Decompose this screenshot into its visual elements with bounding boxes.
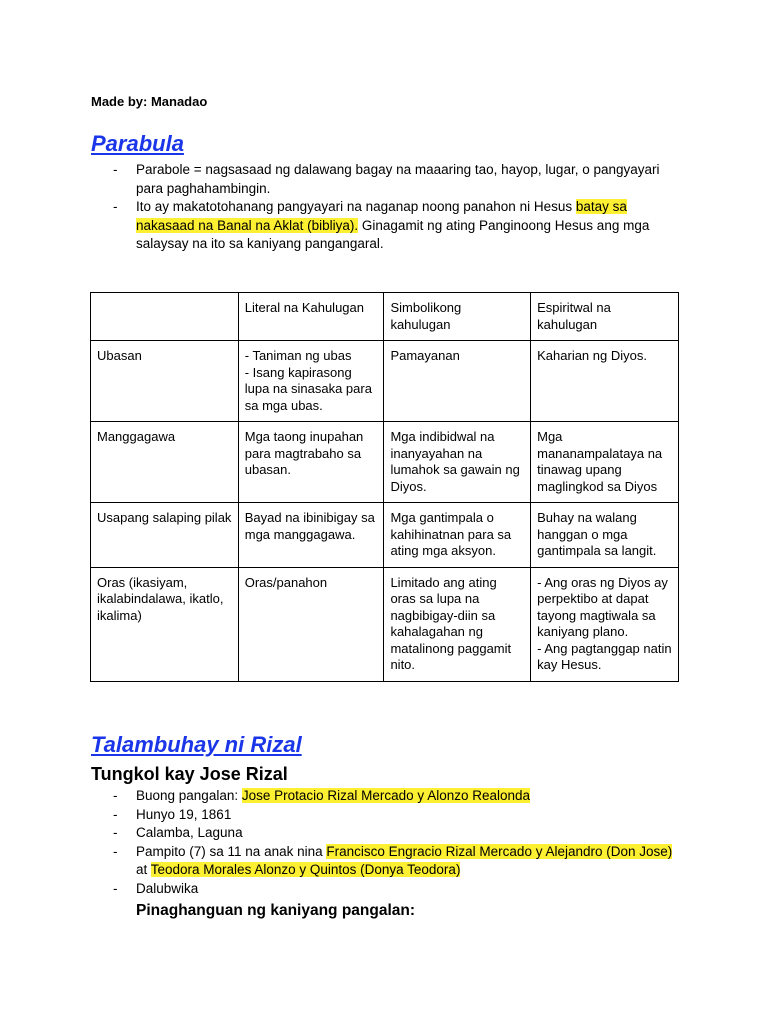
bullet-text: at — [136, 862, 151, 877]
table-cell: Bayad na ibinibigay sa mga manggagawa. — [238, 503, 384, 568]
rizal-subtitle: Tungkol kay Jose Rizal — [91, 764, 288, 784]
bullet-dash: - — [113, 880, 118, 896]
parabula-heading: Parabula — [91, 131, 184, 156]
table-cell: Oras/panahon — [238, 567, 384, 681]
bullet-dash: - — [113, 199, 118, 214]
bullet-dash: - — [113, 843, 118, 859]
rizal-bullet-list — [0, 787, 676, 898]
bullet-dash: - — [113, 825, 118, 840]
table-row — [91, 422, 679, 503]
table-cell: Mga indibidwal na inanyayahan na lumahok sa gawain ng Diyos. — [384, 422, 531, 503]
bullet-text: Parabole = nagsasaad ng dalawang bagay na maaaring tao, hayop, lugar, o pangyayari para paghahambingin. — [136, 162, 660, 196]
list-item — [0, 161, 676, 198]
table-header-cell: Simbolikong kahulugan — [384, 293, 531, 341]
table-cell: Ubasan — [91, 341, 239, 422]
table-header-cell: Literal na Kahulugan — [238, 293, 384, 341]
rizal-heading: Talambuhay ni Rizal — [91, 732, 302, 757]
table-header-cell — [91, 293, 239, 341]
bullet-dash: - — [113, 162, 118, 177]
bullet-text: Buong pangalan: — [136, 788, 242, 803]
parabula-bullet-list — [0, 161, 676, 254]
list-item — [0, 880, 676, 899]
table-cell: - Taniman ng ubas - Isang kapirasong lupa na sinasaka para sa mga ubas. — [238, 341, 384, 422]
list-item — [0, 787, 676, 806]
table-cell: Mga mananampalataya na tinawag upang maglingkod sa Diyos — [531, 422, 679, 503]
bullet-dash: - — [113, 806, 118, 822]
table-header-cell: Espiritwal na kahulugan — [531, 293, 679, 341]
table-row — [91, 341, 679, 422]
table-cell: Limitado ang ating oras sa lupa na nagbibigay-diin sa kahalagahan ng matalinong paggamit nito. — [384, 567, 531, 681]
list-item — [0, 806, 676, 825]
table-cell: Oras (ikasiyam, ikalabindalawa, ikatlo, ikalima) — [91, 567, 239, 681]
highlighted-text: Teodora Morales Alonzo y Quintos (Donya Teodora) — [150, 862, 461, 877]
bullet-text: Pampito (7) sa 11 na anak nina — [136, 843, 327, 859]
list-item — [0, 843, 676, 880]
table-row — [91, 567, 679, 681]
bullet-text: Calamba, Laguna — [136, 825, 243, 840]
table-cell: Buhay na walang hanggan o mga gantimpala sa langit. — [531, 503, 679, 568]
table-cell: Usapang salaping pilak — [91, 503, 239, 568]
list-item — [0, 824, 676, 843]
table-cell: - Ang oras ng Diyos ay perpektibo at dapat tayong magtiwala sa kaniyang plano. - Ang pagtanggap natin kay Hesus. — [531, 567, 679, 681]
table-cell: Mga taong inupahan para magtrabaho sa ubasan. — [238, 422, 384, 503]
parabula-table — [90, 292, 679, 682]
table-cell: Manggagawa — [91, 422, 239, 503]
highlighted-text: Jose Protacio Rizal Mercado y Alonzo Realonda — [241, 788, 531, 803]
bullet-text: Ito ay makatotohanang pangyayari na naganap noong panahon ni Hesus — [136, 199, 576, 214]
highlighted-text: batay sa nakasaad na Banal na Aklat (bibliya). — [136, 199, 627, 233]
table-cell: Kaharian ng Diyos. — [531, 341, 679, 422]
bullet-text: Ginagamit ng ating Panginoong Hesus ang mga salaysay na ito sa kaniyang pangangaral. — [136, 217, 650, 251]
table-row — [91, 503, 679, 568]
list-item — [0, 198, 676, 254]
bullet-text: Dalubwika — [136, 880, 199, 896]
highlighted-text: Francisco Engracio Rizal Mercado y Alejandro (Don Jose) — [326, 843, 673, 859]
table-cell: Mga gantimpala o kahihinatnan para sa ating mga aksyon. — [384, 503, 531, 568]
table-cell: Pamayanan — [384, 341, 531, 422]
name-origin-heading: Pinaghanguan ng kaniyang pangalan: — [136, 902, 416, 919]
bullet-dash: - — [113, 788, 118, 803]
table-header-row — [91, 293, 679, 341]
author-line: Made by: Manadao — [91, 94, 208, 109]
bullet-text: Hunyo 19, 1861 — [136, 806, 232, 822]
